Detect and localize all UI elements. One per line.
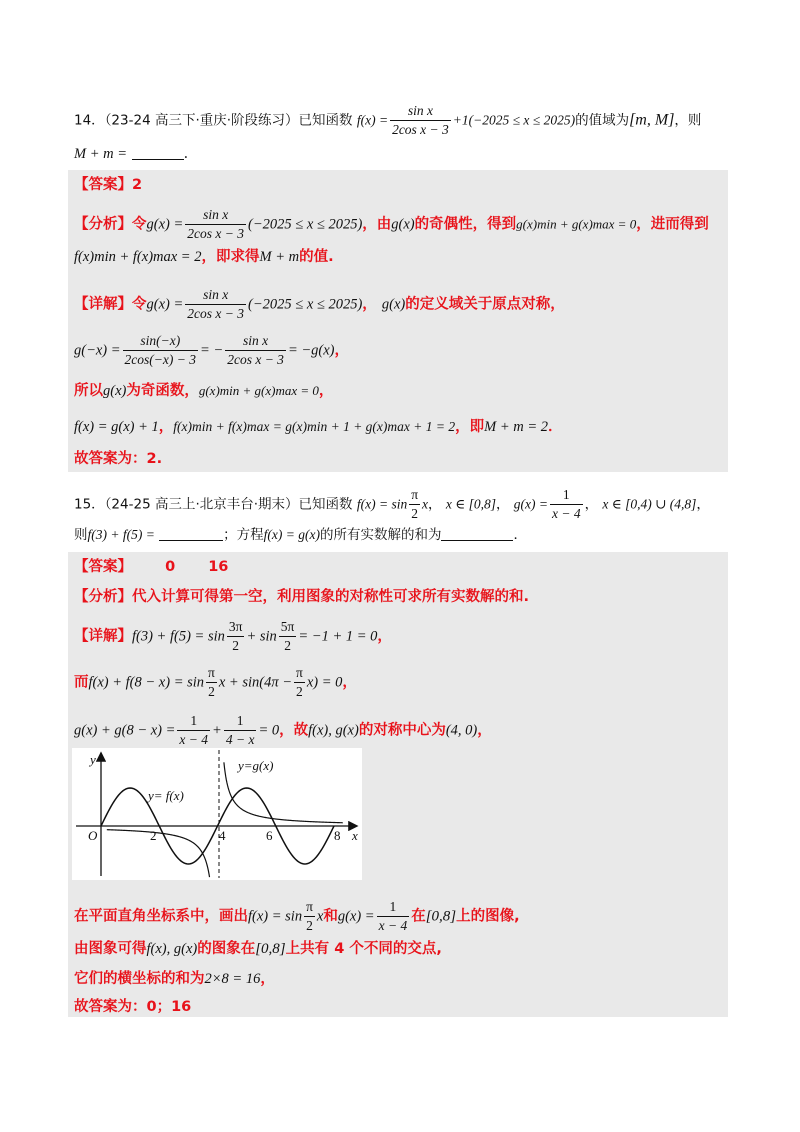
q14-analysis-gx: g(x) = — [146, 216, 184, 233]
q14-analysis-mid2: 的奇偶性，得到 — [414, 216, 517, 233]
q15-draw-text: 在平面直角坐标系中，画出 — [74, 908, 248, 925]
q14-analysis-end2: ，即求得 — [201, 249, 260, 265]
q15-answer — [74, 560, 228, 575]
q15-number: 15． — [74, 496, 105, 513]
q15-analysis-text: 代入计算可得第一空，利用图象的对称性可求所有实数解的和. — [132, 589, 530, 605]
q15-calc1: f(3) + f(5) = sin — [132, 628, 225, 645]
tick-6: 6 — [266, 828, 273, 843]
q15-ask1: f(3) + f(5) = — [87, 527, 155, 542]
q14-analysis-end: ，进而得到 — [636, 216, 709, 233]
q15-sym-f-frac2: $\frac{\pi}{2}$ — [296, 665, 303, 700]
q15-f-def: f(x) = sin — [356, 496, 408, 512]
q15-sym-f-mid: x + sin(4π − — [218, 674, 293, 691]
q15-calc1-end: = −1 + 1 = 0 — [298, 628, 378, 645]
q14-analysis-mm: M + m — [259, 249, 300, 265]
q15-source: （24-25 高三上·北京丰台·期末）已知函数 — [104, 496, 353, 513]
q15-then: 则 — [74, 527, 88, 543]
q15-sym-f-frac1: $\frac{\pi}{2}$ — [208, 665, 215, 700]
q14-then: ，则 — [674, 112, 702, 129]
q14-detail-line4 — [74, 420, 563, 435]
q15-draw-pi-frac: $\frac{\pi}{2}$ — [306, 899, 313, 934]
y-axis-label: y — [90, 752, 96, 767]
q14-fx: f(x) = — [356, 112, 389, 128]
q15-sym-f-comma: ， — [342, 674, 357, 691]
q14-detail-gofx: g(x) — [381, 296, 406, 313]
q15-g-def: g(x) = — [513, 496, 548, 512]
q14-analysis-gminmax: g(x)min + g(x)max = 0 — [516, 216, 637, 232]
q15-f-short: f(x) = sin — [248, 908, 303, 925]
label-f: y= f(x) — [148, 788, 184, 803]
q15-ask2: 的所有实数解的和为 — [319, 527, 442, 543]
q15-semi: ；方程 — [223, 527, 264, 543]
q14-stem-line2 — [74, 147, 198, 162]
q14-domain: +1(−2025 ≤ x ≤ 2025) — [452, 112, 576, 128]
q14-stem-line1 — [74, 104, 701, 137]
tick-2: 2 — [150, 828, 157, 843]
q14-analysis-line2 — [74, 250, 334, 265]
q15-three-pi-frac: $\frac{3\pi}{2}$ — [228, 619, 243, 654]
q14-detail-domain: (−2025 ≤ x ≤ 2025) — [248, 296, 363, 313]
q15-answer-2: 16 — [208, 559, 229, 575]
q15-on-text: 在 — [411, 908, 426, 925]
q15-detail-line4: 在平面直角坐标系中，画出f(x) = sin $\frac{\pi}{2}$ x和g(x) = $\frac{1}{x - 4}$ 在[0,8]上的图像, — [74, 899, 520, 934]
q15-pi-over-2: $\frac{\pi}{2}$ — [411, 487, 419, 522]
q14-analysis-end3: 的值. — [299, 249, 334, 265]
q14-so: 所以 — [74, 383, 103, 399]
q15-comma4: ， — [696, 496, 710, 513]
q14-analysis-gofx: g(x) — [391, 216, 415, 233]
q15-analysis — [74, 590, 529, 605]
q14-detail-comma: ， — [362, 296, 377, 313]
q15-sym-g-frac1: $\frac{1}{x - 4}$ — [179, 713, 209, 748]
q14-detail-domain-text: 的定义域关于原点对称， — [405, 296, 565, 313]
q14-odd-fraction1: $\frac{\sin(-x)}{2\cos(-x) - 3}$ — [124, 333, 196, 368]
q15-eq: f(x) = g(x) — [263, 527, 320, 542]
q14-detail-line1 — [74, 288, 565, 321]
q14-analysis-let: 令 — [132, 216, 147, 233]
q14-number: 14． — [74, 112, 105, 129]
q14-mm-eq: M + m = 2 — [484, 419, 548, 435]
q14-answer-tag: 【答案】 — [74, 177, 132, 193]
q14-answer-value: 2 — [132, 177, 143, 193]
q14-ie: ，即 — [455, 419, 485, 435]
q15-detail-line5 — [74, 942, 442, 957]
q15-answer-1: 0 — [165, 559, 176, 575]
q15-five-pi-frac: $\frac{5\pi}{2}$ — [280, 619, 295, 654]
q14-sum-comma: ， — [158, 419, 174, 435]
q14-sum-eq: f(x) = g(x) + 1 — [74, 419, 159, 435]
g-curve-left — [107, 830, 210, 877]
q14-so-gminmax: g(x)min + g(x)max = 0 — [198, 383, 319, 398]
q14-answer — [74, 178, 142, 193]
q15-fg-plain: f(x), g(x) — [146, 941, 198, 957]
q15-interval2: [0,8] — [255, 941, 286, 957]
q14-analysis-fraction: $\frac{\text{sin x}}{\text{2cos x − 3}}$ — [187, 207, 244, 242]
q14-analysis-line1 — [74, 208, 709, 241]
q14-detail-line2 — [74, 334, 349, 367]
q15-fg: f(x), g(x) — [308, 722, 359, 739]
q15-sym-g-end: = 0 — [258, 722, 280, 739]
q14-analysis-domain: (−2025 ≤ x ≤ 2025) — [248, 216, 363, 233]
q15-center-text: 的对称中心为 — [358, 722, 446, 739]
q15-graph-svg — [72, 748, 362, 880]
q14-odd-fn: 为奇函数， — [126, 383, 199, 399]
q14-detail-let: 令 — [132, 296, 147, 313]
q15-intersect: 上共有 4 个不同的交点, — [285, 941, 442, 957]
q14-range-text: 的值域为 — [575, 112, 630, 129]
q15-center: (4, 0) — [445, 722, 478, 739]
q15-center-comma: ， — [477, 722, 492, 739]
q14-odd-mid: = − — [200, 342, 224, 359]
q15-x-dom1: x ∈ [0,8] — [445, 496, 496, 512]
x-axis-label: x — [352, 828, 358, 843]
q15-detail-line6 — [74, 972, 275, 987]
q14-odd-end: = −g(x) — [287, 342, 335, 359]
q14-ask: M + m = — [74, 146, 127, 162]
q15-sym-g-frac2: $\frac{1}{4 - x}$ — [225, 713, 255, 748]
q15-function-graph — [72, 748, 362, 880]
q14-period: ． — [183, 146, 199, 162]
q15-blank2[interactable] — [441, 529, 513, 541]
q14-mm-period: ． — [548, 419, 563, 435]
q15-draw-g-frac: $\frac{1}{x - 4}$ — [378, 899, 408, 934]
q15-answer-tag: 【答案】 — [74, 559, 132, 575]
q15-sum-text: 它们的横坐标的和为 — [74, 971, 205, 987]
q15-comma2: ， — [495, 496, 510, 513]
q14-range: [m, M] — [629, 111, 675, 129]
q15-detail-line1: 【详解】f(3) + f(5) = sin $\frac{3\pi}{2}$ + sin $\frac{5\pi}{2}$ = −1 + 1 = 0， — [74, 619, 392, 654]
q14-so-comma: ， — [318, 383, 334, 399]
tick-8: 8 — [334, 828, 341, 843]
q14-final: 故答案为：2. — [74, 451, 163, 467]
q14-detail-line3 — [74, 384, 333, 399]
q14-odd-comma: ， — [334, 342, 349, 359]
q15-blank1[interactable] — [159, 529, 223, 541]
q15-g-fraction: $\frac{1}{x - 4}$ — [551, 487, 581, 522]
q14-detail-fraction: $\frac{\text{sin x}}{\text{2cos x − 3}}$ — [187, 287, 244, 322]
q14-detail-gx: g(x) = — [146, 296, 184, 313]
q15-sum-eq: 2×8 = 16 — [204, 971, 261, 987]
q15-therefore: ，故 — [279, 722, 309, 739]
q15-calc1-comma: ， — [377, 628, 392, 645]
q14-analysis-tag: 【分析】 — [74, 216, 132, 233]
q15-comma3: ， — [584, 496, 599, 513]
q14-analysis-fminmax: f(x)min + f(x)max = 2 — [74, 249, 202, 265]
q14-odd-fraction2: $\frac{\text{sin x}}{\text{2cos x − 3}}$ — [227, 333, 284, 368]
q15-sym-f: f(x) + f(8 − x) = sin — [88, 674, 205, 691]
q15-final: 故答案为：0；16 — [74, 999, 192, 1015]
q15-and-g: 和 — [323, 908, 338, 925]
q15-stem-line1: 15．（24-25 高三上·北京丰台·期末）已知函数 f(x) = sin $\frac{\pi}{2}$ x， x ∈ [0,8]， g(x) = $\frac{1}{x - 4}$ ， x ∈ [0,4) ∪ (4,8]， — [74, 487, 710, 522]
q14-so-gofx: g(x) — [103, 383, 127, 399]
q15-sym-f-end: x) = 0 — [306, 674, 343, 691]
q15-detail-tag: 【详解】 — [74, 628, 132, 645]
q15-sym-g: g(x) + g(8 − x) = — [74, 722, 176, 739]
q14-detail-tag: 【详解】 — [74, 296, 132, 313]
q14-blank[interactable] — [132, 148, 184, 160]
q15-analysis-tag: 【分析】 — [74, 589, 132, 605]
q15-comma1: ， — [428, 496, 442, 513]
q15-interval: [0,8] — [425, 908, 457, 925]
q14-fraction: $\frac{\text{sin x}}{\text{2cos x − 3}}$ — [392, 103, 449, 138]
q14-source: （23-24 高三下·重庆·阶段练习）已知函数 — [104, 112, 353, 129]
q15-and: 而 — [74, 674, 89, 691]
q14-analysis-mid: ，由 — [362, 216, 392, 233]
q14-odd-lhs: g(−x) = — [74, 342, 121, 359]
q15-graph-of: 的图象在 — [197, 941, 256, 957]
q15-graph-text: 上的图像, — [456, 908, 520, 925]
label-g: y=g(x) — [238, 758, 274, 773]
q14-sum-chain: f(x)min + f(x)max = g(x)min + 1 + g(x)max + 1 = 2 — [173, 419, 456, 434]
q15-g-short: g(x) = — [337, 908, 375, 925]
origin-label: O — [88, 828, 98, 843]
q15-period: ． — [513, 527, 527, 543]
q15-x-dom2: x ∈ [0,4) ∪ (4,8] — [602, 496, 697, 512]
q15-sum-comma: ， — [260, 971, 275, 987]
q15-detail-line2 — [74, 666, 357, 699]
tick-4: 4 — [219, 828, 226, 843]
q15-detail-line3: g(x) + g(8 − x) = $\frac{1}{x - 4}$ + $\frac{1}{4 - x}$ = 0，故f(x), g(x)的对称中心为(4, 0)， — [74, 713, 492, 748]
q15-from-graph: 由图象可得 — [74, 941, 147, 957]
q15-stem-line2 — [74, 528, 527, 543]
